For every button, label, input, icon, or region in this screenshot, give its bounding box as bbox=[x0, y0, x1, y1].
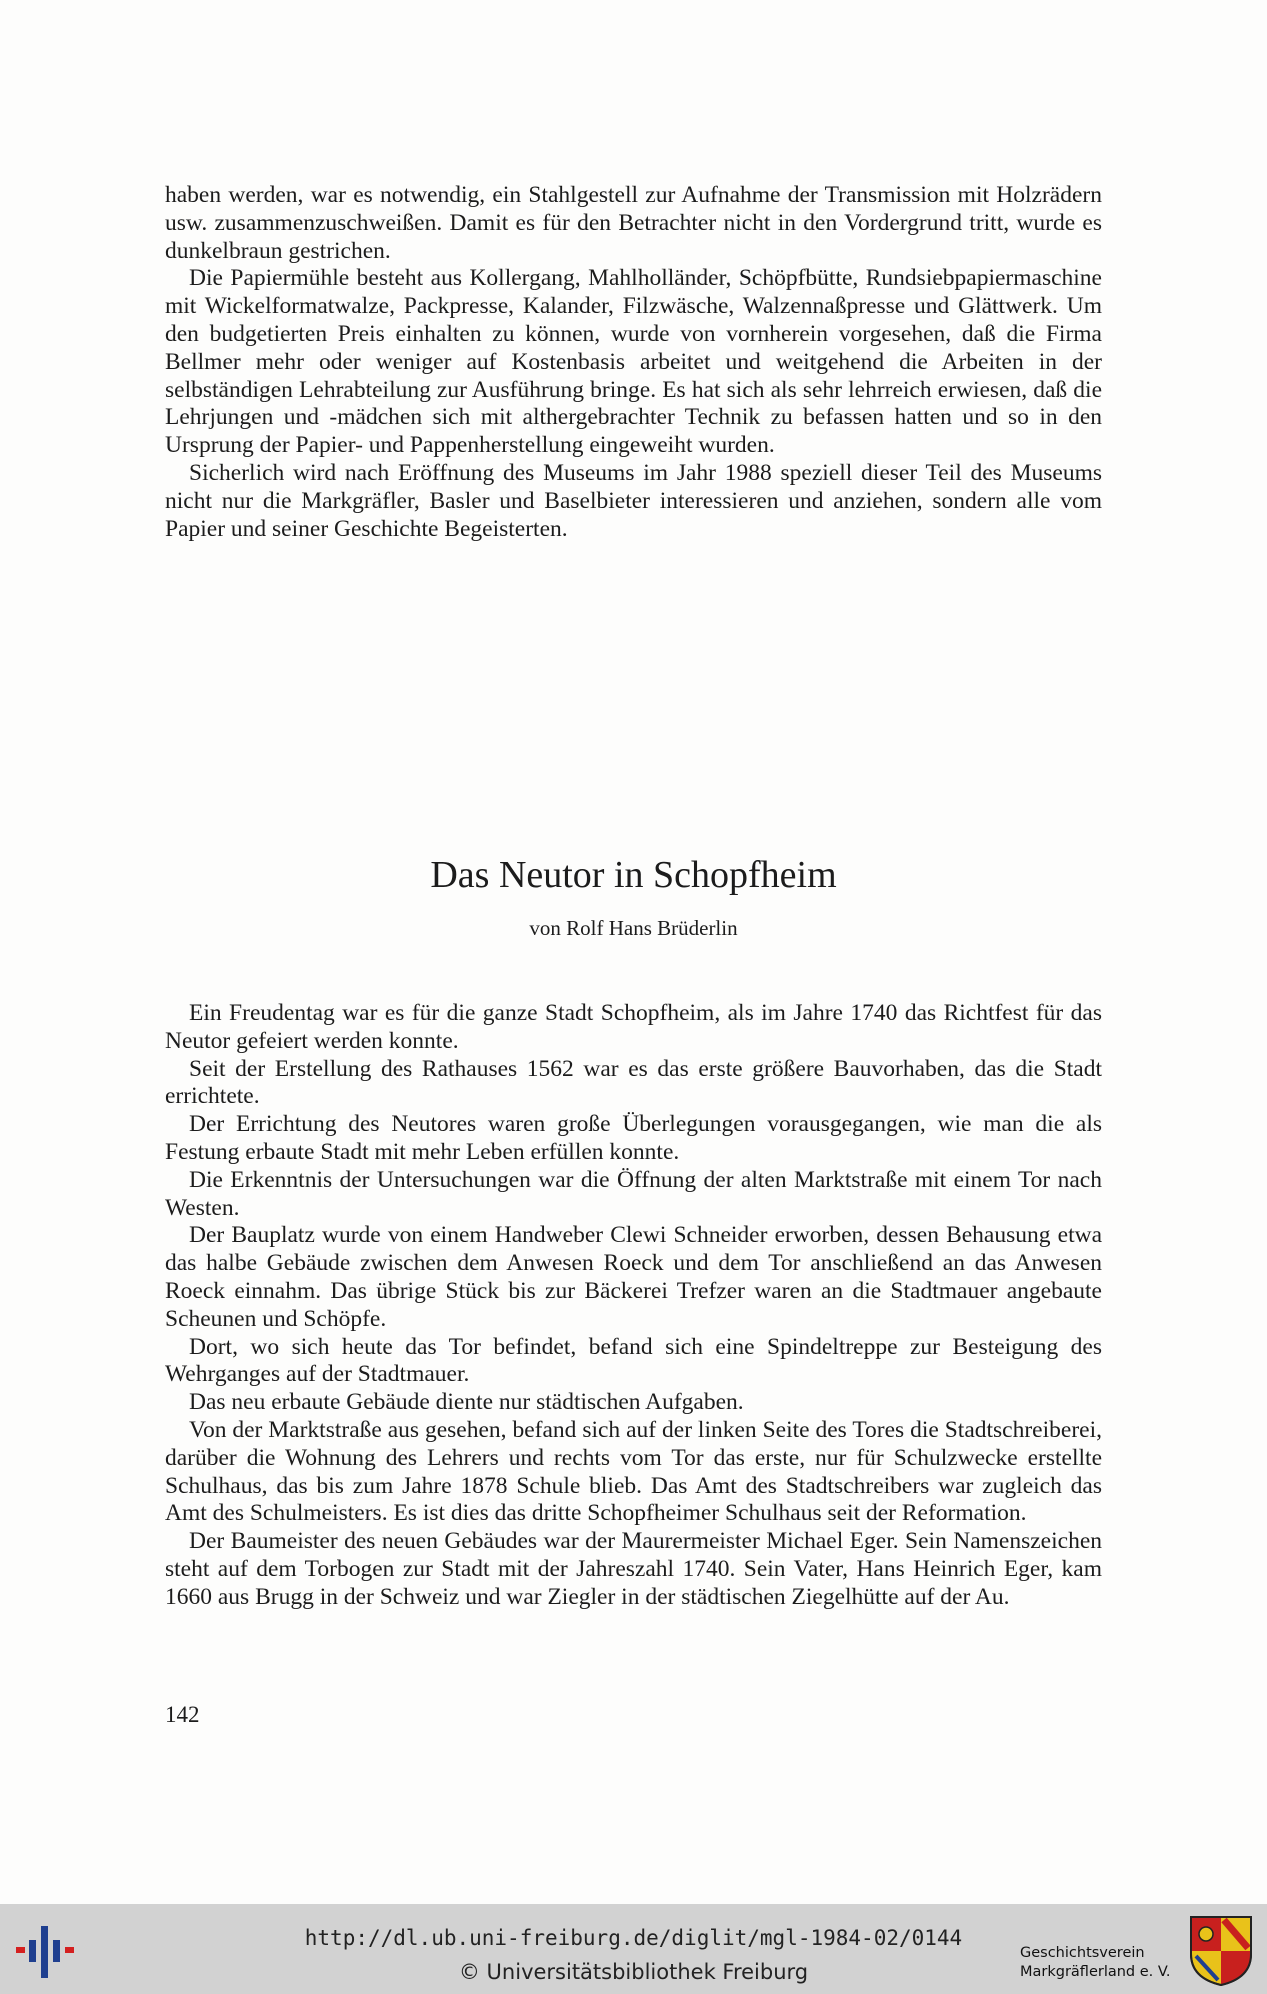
paragraph: Sicherlich wird nach Eröffnung des Museums im Jahr 1988 speziell dieser Teil des Museums nicht nur die Markgräfler, Basler und Baselbieter interessieren und anziehen, sondern alle vom Papier und seiner Geschichte Begeisterten. bbox=[165, 459, 1102, 542]
page-number: 142 bbox=[165, 1702, 200, 1727]
society-name-line2: Markgräflerland e. V. bbox=[1020, 1964, 1171, 1980]
paragraph: Die Erkenntnis der Untersuchungen war die Öffnung der alten Marktstraße mit einem Tor nach Westen. bbox=[165, 1166, 1102, 1221]
paragraph: Die Papiermühle besteht aus Kollergang, Mahlholländer, Schöpfbütte, Rundsiebpapiermaschine mit Wickelformatwalze, Packpresse, Kalander, Filzwäsche, Walzennaßpresse und Glättwerk. Um den budgetierten Preis einhalten zu können, wurde von vornherein vorgesehen, daß die Firma Bellmer mehr oder weniger auf Kostenbasis arbeitet und weitgehend die Arbeiten in der selbständigen Lehrabteilung zur Ausführung bringe. Es hat sich als sehr lehrreich erwiesen, daß die Lehrjungen und -mädchen sich mit althergebrachter Technik zu befassen hatten und so in den Ursprung der Papier- und Pappenherstellung eingeweiht wurden. bbox=[165, 265, 1102, 459]
paragraph: Der Errichtung des Neutores waren große Überlegungen vorausgegangen, wie man die als Festung erbaute Stadt mit mehr Leben erfüllen konnte. bbox=[165, 1111, 1102, 1165]
article-body bbox=[165, 1000, 1102, 1612]
paragraph: haben werden, war es notwendig, ein Stahlgestell zur Aufnahme der Transmission mit Holzrädern usw. zusammenzuschweißen. Damit es für den Betrachter nicht in den Vordergrund tritt, wurde es dunkelbraun gestrichen. bbox=[165, 182, 1102, 264]
paragraph: Von der Marktstraße aus gesehen, befand sich auf der linken Seite des Tores die Stadtschreiberei, darüber die Wohnung des Lehrers und rechts vom Tor das erste, nur für Schulzwecke erstellte Schulhaus, das bis zum Jahre 1878 Schule blieb. Das Amt des Stadtschreibers war zugleich das Amt des Schulmeisters. Es ist dies das dritte Schopfheimer Schulhaus seit der Reformation. bbox=[165, 1416, 1102, 1527]
paragraph: Dort, wo sich heute das Tor befindet, befand sich eine Spindeltreppe zur Besteigung des Wehrganges auf der Stadtmauer. bbox=[165, 1333, 1102, 1388]
society-name bbox=[1020, 1944, 1171, 1982]
paragraph: Seit der Erstellung des Rathauses 1562 war es das erste größere Bauvorhaben, das die Stadt errichtete. bbox=[165, 1055, 1102, 1110]
footer-bar bbox=[0, 1904, 1267, 1994]
document-url-link[interactable]: http://dl.ub.uni-freiburg.de/diglit/mgl-1984-02/0144 bbox=[304, 1926, 963, 1950]
article-title: Das Neutor in Schopfheim bbox=[430, 854, 837, 896]
coat-of-arms-icon[interactable] bbox=[1188, 1914, 1254, 1988]
copyright-text: © Universitätsbibliothek Freiburg bbox=[458, 1960, 809, 1984]
paragraph: Ein Freudentag war es für die ganze Stadt Schopfheim, als im Jahre 1740 das Richtfest für das Neutor gefeiert werden konnte. bbox=[165, 1000, 1102, 1054]
society-name-line1: Geschichtsverein bbox=[1020, 1945, 1145, 1961]
paragraph: Das neu erbaute Gebäude diente nur städtischen Aufgaben. bbox=[189, 1389, 744, 1416]
paragraph: Der Baumeister des neuen Gebäudes war der Maurermeister Michael Eger. Sein Namenszeichen steht auf dem Torbogen zur Stadt mit der Jahreszahl 1740. Sein Vater, Hans Heinrich Eger, kam 1660 aus Brugg in der Schweiz und war Ziegler in der städtischen Ziegelhütte auf der Au. bbox=[165, 1528, 1102, 1610]
previous-article-text bbox=[165, 182, 1102, 543]
paragraph: Der Bauplatz wurde von einem Handweber Clewi Schneider erworben, dessen Behausung etwa das halbe Gebäude zwischen dem Anwesen Roeck und dem Tor anschließend an das Anwesen Roeck einnahm. Das übrige Stück bis zur Bäckerei Trefzer waren an die Stadtmauer angebaute Scheunen und Schöpfe. bbox=[165, 1222, 1102, 1332]
article-author: von Rolf Hans Brüderlin bbox=[529, 916, 738, 940]
